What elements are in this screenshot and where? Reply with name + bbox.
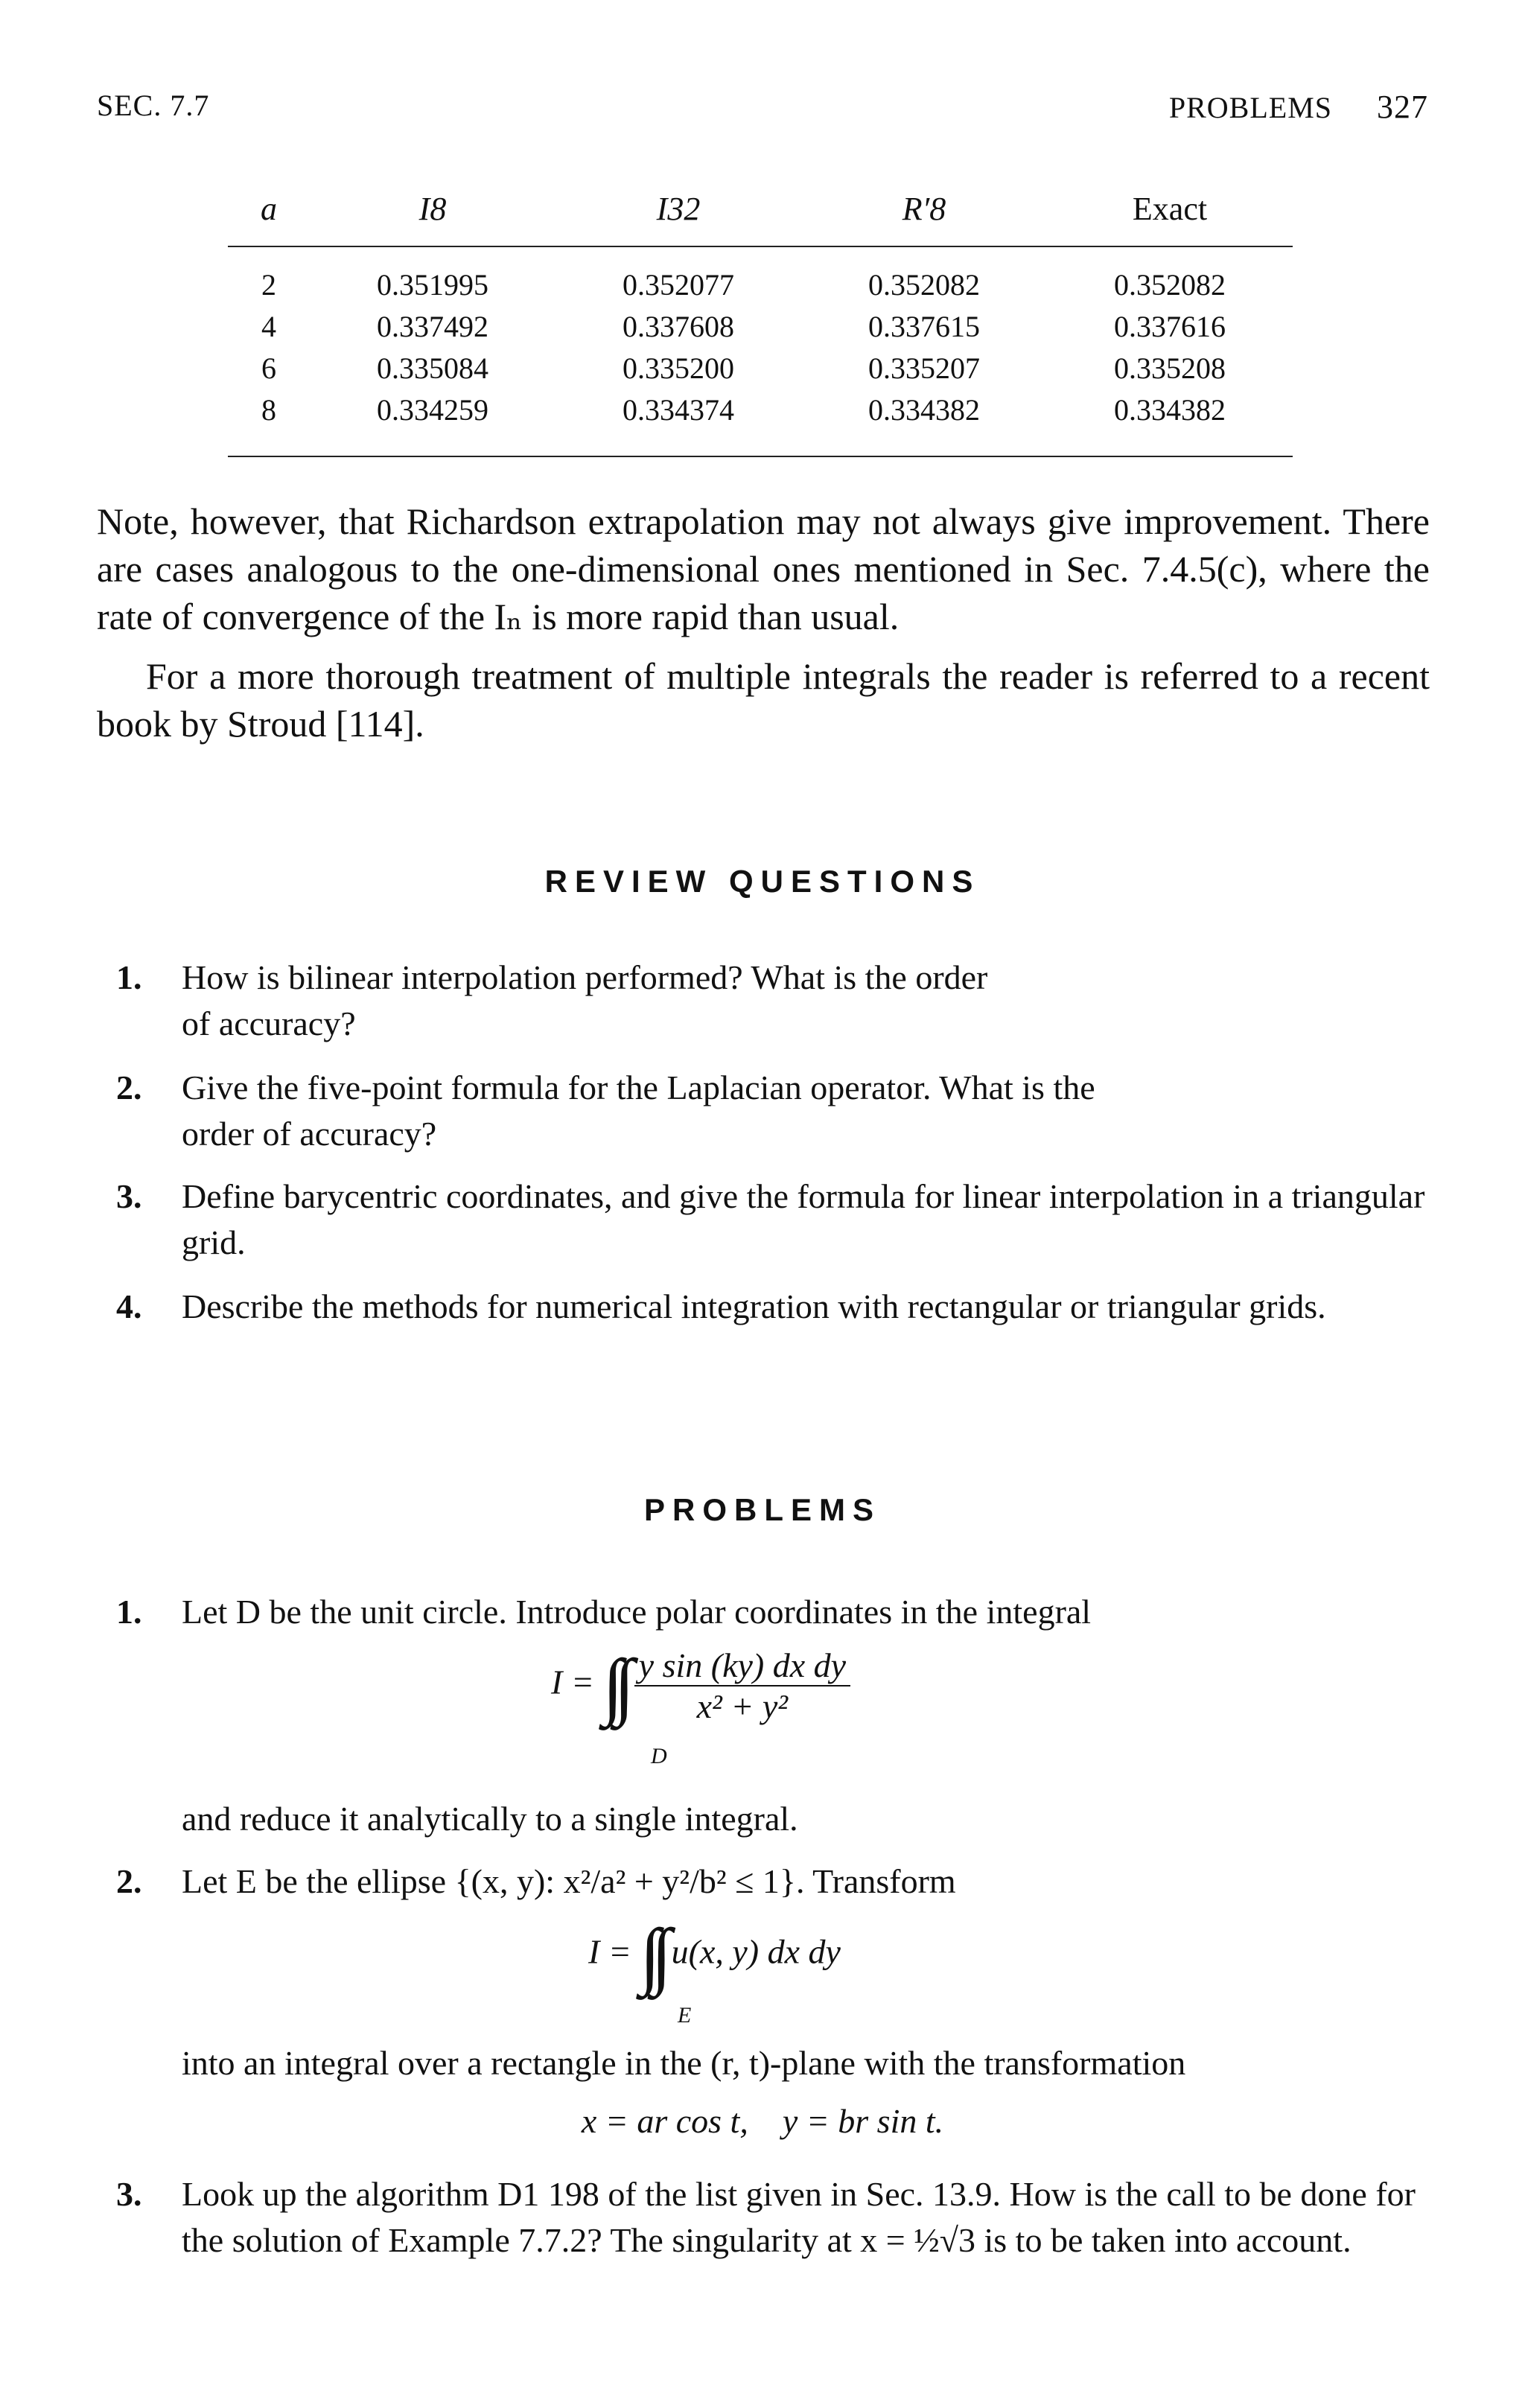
denominator: x² + y² <box>696 1687 789 1725</box>
integrand: u(x, y) dx dy <box>671 1932 841 1971</box>
table-cell: 0.352077 <box>623 267 734 302</box>
table-cell: 0.337615 <box>868 309 980 343</box>
table-cell: 0.334374 <box>623 392 734 427</box>
problem-number: 3. <box>116 2175 142 2213</box>
table-cell: 0.335200 <box>623 351 734 385</box>
question-number: 3. <box>116 1177 142 1215</box>
integration-domain: D <box>651 1744 667 1768</box>
table-cell: 0.352082 <box>1114 267 1226 302</box>
paragraph-note: Note, however, that Richardson extrapolation may not always give improvement. There are cases analogous to the one-dimensional ones mentioned in Sec. 7.4.5(c), where the rate of convergence of the Iₙ is more rapid than usual. <box>97 500 1430 637</box>
question-text: How is bilinear interpolation performed? What is the order of accuracy? <box>182 958 988 1042</box>
review-question <box>116 1173 1430 1266</box>
paragraph-reference: For a more thorough treatment of multiple integrals the reader is referred to a recent book by Stroud [114]. <box>97 655 1430 745</box>
column-header: Exact <box>1132 190 1208 227</box>
table-cell: 0.334259 <box>377 392 488 427</box>
equation-polar-integral <box>551 1646 850 1726</box>
table-row <box>228 264 1293 305</box>
problem-continuation <box>119 1796 1430 1842</box>
table-bottom-rule <box>228 456 1293 457</box>
double-integral-symbol: ∫∫ <box>640 1914 663 1996</box>
integration-domain: E <box>678 2003 692 2028</box>
problem-number: 1. <box>116 1593 142 1631</box>
problem-text: into an integral over a rectangle in the (r, t)-plane with the transformation <box>182 2044 1186 2082</box>
column-header: I32 <box>656 190 701 227</box>
table-cell: 0.351995 <box>377 267 488 302</box>
table-cell: 0.334382 <box>868 392 980 427</box>
problem-item <box>116 1858 1430 1905</box>
table-row <box>228 389 1293 430</box>
table-cell: 0.352082 <box>868 267 980 302</box>
table-cell: 0.337492 <box>377 309 488 343</box>
table-cell: 0.335208 <box>1114 351 1226 385</box>
problem-text: Look up the algorithm D1 198 of the list given in Sec. 13.9. How is the call to be done for the solution of Example 7.7.2? The singularity at x = ½√3 is to be taken into account. <box>182 2175 1416 2259</box>
question-number: 1. <box>116 958 142 996</box>
problem-text: and reduce it analytically to a single integral. <box>182 1800 798 1838</box>
table-cell: 0.335207 <box>868 351 980 385</box>
review-question <box>116 1065 1430 1157</box>
table-cell: 4 <box>261 309 276 343</box>
question-text: Describe the methods for numerical integration with rectangular or triangular grids. <box>182 1287 1326 1325</box>
table-cell: 0.337616 <box>1114 309 1226 343</box>
numerator: y sin (ky) dx dy <box>634 1646 850 1686</box>
equation-lhs: I = <box>588 1932 631 1971</box>
problem-number: 2. <box>116 1862 142 1900</box>
problem-text: Let D be the unit circle. Introduce polar coordinates in the integral <box>182 1593 1092 1631</box>
problem-item <box>116 1589 1430 1635</box>
table-row <box>228 305 1293 347</box>
table-cell: 8 <box>261 392 276 427</box>
running-title: PROBLEMS <box>1168 91 1332 124</box>
review-question <box>116 1284 1430 1330</box>
results-table <box>228 173 1293 430</box>
table-cell: 0.334382 <box>1114 392 1226 427</box>
table-cell: 2 <box>261 267 276 302</box>
question-number: 4. <box>116 1287 142 1325</box>
equation-lhs: I = <box>551 1663 594 1701</box>
table-header-row <box>228 173 1293 244</box>
column-header: I8 <box>418 190 447 227</box>
column-header: a <box>261 190 277 227</box>
question-text: Give the five-point formula for the Laplacian operator. What is the order of accuracy? <box>182 1068 1095 1153</box>
running-header <box>1169 88 1428 126</box>
column-header: R′8 <box>902 190 946 227</box>
page-number: 327 <box>1377 89 1428 125</box>
equation-ellipse-integral <box>588 1914 841 1996</box>
table-cell: 0.335084 <box>377 351 488 385</box>
table-row <box>228 347 1293 389</box>
table-cell: 0.337608 <box>623 309 734 343</box>
problems-title: PROBLEMS <box>643 1492 881 1527</box>
table-top-rule <box>228 246 1293 247</box>
table-cell: 6 <box>261 351 276 385</box>
problem-continuation <box>119 2040 1430 2086</box>
section-label: SEC. 7.7 <box>97 89 210 122</box>
review-questions-title: REVIEW QUESTIONS <box>544 864 981 899</box>
review-question <box>116 955 1430 1047</box>
problem-item <box>116 2171 1430 2264</box>
double-integral-symbol: ∫∫ <box>602 1644 626 1727</box>
transformation-equation: x = ar cos t, y = br sin t. <box>581 2102 944 2140</box>
question-text: Define barycentric coordinates, and give the formula for linear interpolation in a triangular grid. <box>182 1177 1425 1261</box>
question-number: 2. <box>116 1068 142 1106</box>
problem-text: Let E be the ellipse {(x, y): x²/a² + y²/b² ≤ 1}. Transform <box>182 1862 956 1900</box>
fraction <box>634 1646 850 1726</box>
